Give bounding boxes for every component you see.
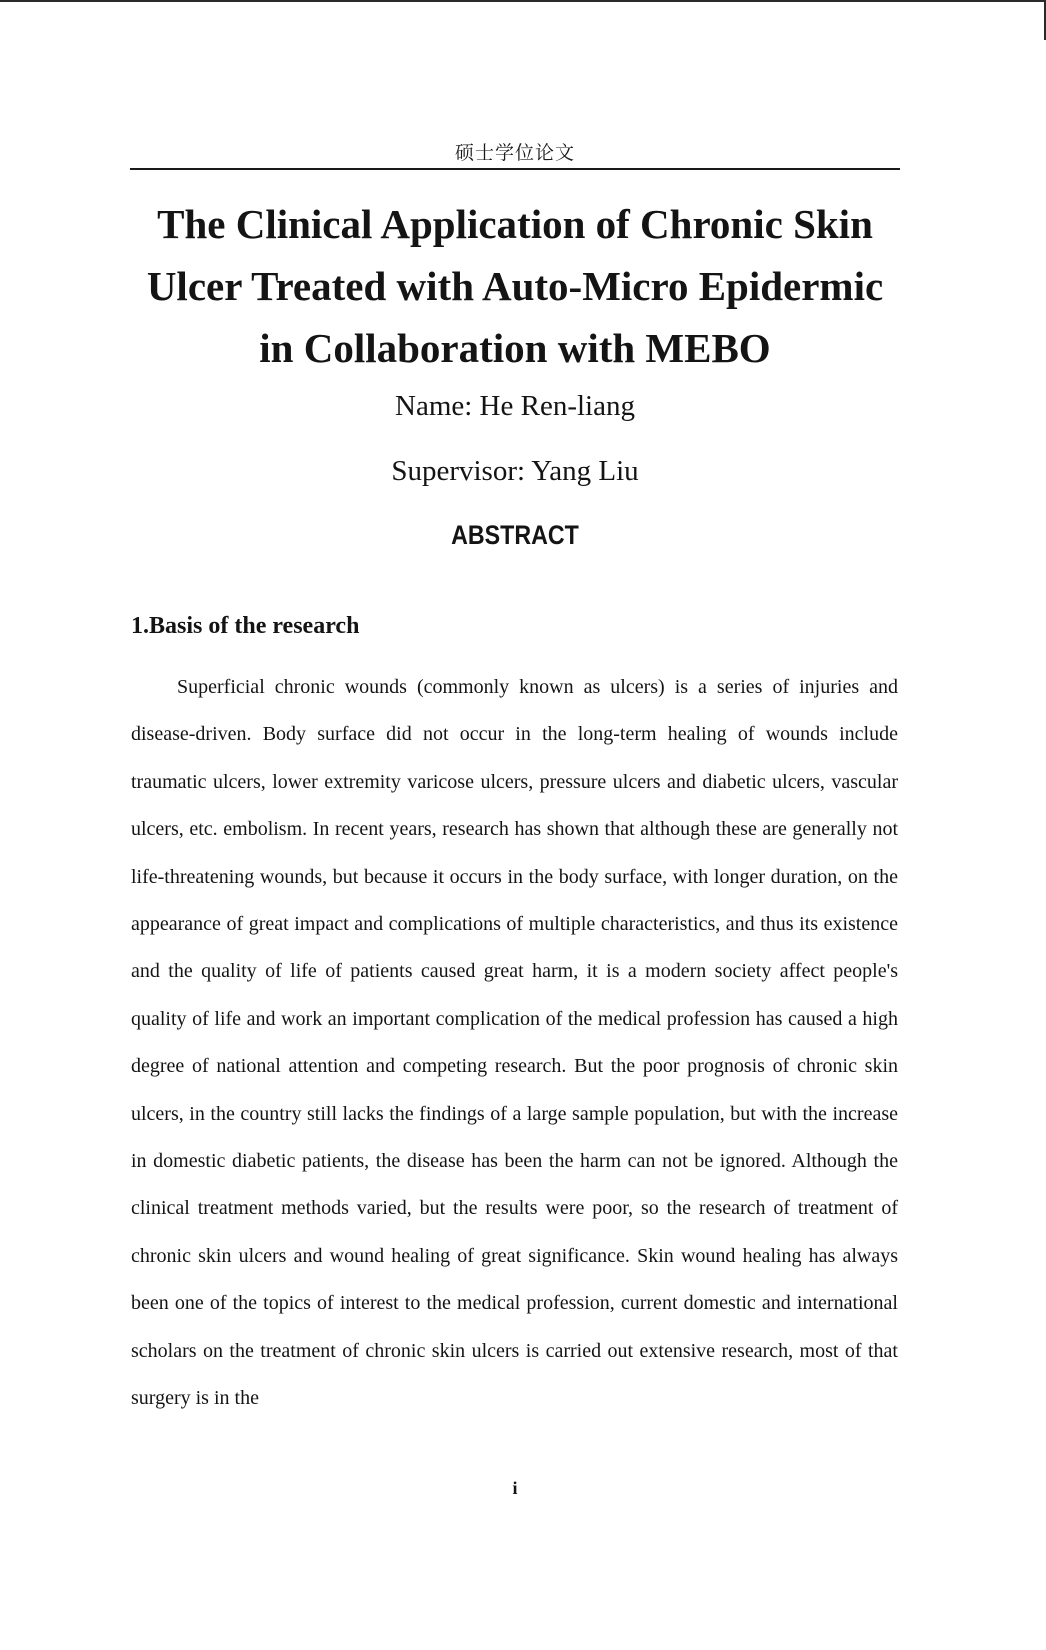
abstract-heading: ABSTRACT bbox=[451, 520, 579, 550]
title-line-1: The Clinical Application of Chronic Skin bbox=[157, 201, 873, 247]
scan-edge-top bbox=[0, 0, 1046, 2]
header-rule bbox=[130, 168, 900, 170]
title-line-3: in Collaboration with MEBO bbox=[259, 325, 771, 371]
document-title bbox=[120, 193, 910, 379]
section-heading: 1.Basis of the research bbox=[131, 613, 360, 639]
running-header: 硕士学位论文 bbox=[454, 142, 575, 164]
supervisor-line: Supervisor: Yang Liu bbox=[391, 455, 639, 487]
page-number: i bbox=[512, 1478, 518, 1498]
author-line: Name: He Ren-liang bbox=[395, 390, 635, 422]
body-paragraph: Superficial chronic wounds (commonly known as ulcers) is a series of injuries and disease-driven. Body surface did not occur in the long-term healing of wounds include traumatic ulcers, lower extremity varicose ulcers, pressure ulcers and diabetic ulcers, vascular ulcers, etc. embolism. In recent years, research has shown that although these are generally not life-threatening wounds, but because it occurs in the body surface, with longer duration, on the appearance of great impact and complications of multiple characteristics, and thus its existence and the quality of life of patients caused great harm, it is a modern society affect people's quality of life and work an important complication of the medical profession has caused a high degree of national attention and competing research. But the poor prognosis of chronic skin ulcers, in the country still lacks the findings of a large sample population, but with the increase in domestic diabetic patients, the disease has been the harm can not be ignored. Although the clinical treatment methods varied, but the results were poor, so the research of treatment of chronic skin ulcers and wound healing of great significance. Skin wound healing has always been one of the topics of interest to the medical profession, current domestic and international scholars on the treatment of chronic skin ulcers is carried out extensive research, most of that surgery is in the bbox=[131, 676, 898, 1410]
title-line-2: Ulcer Treated with Auto-Micro Epidermic bbox=[146, 263, 884, 309]
